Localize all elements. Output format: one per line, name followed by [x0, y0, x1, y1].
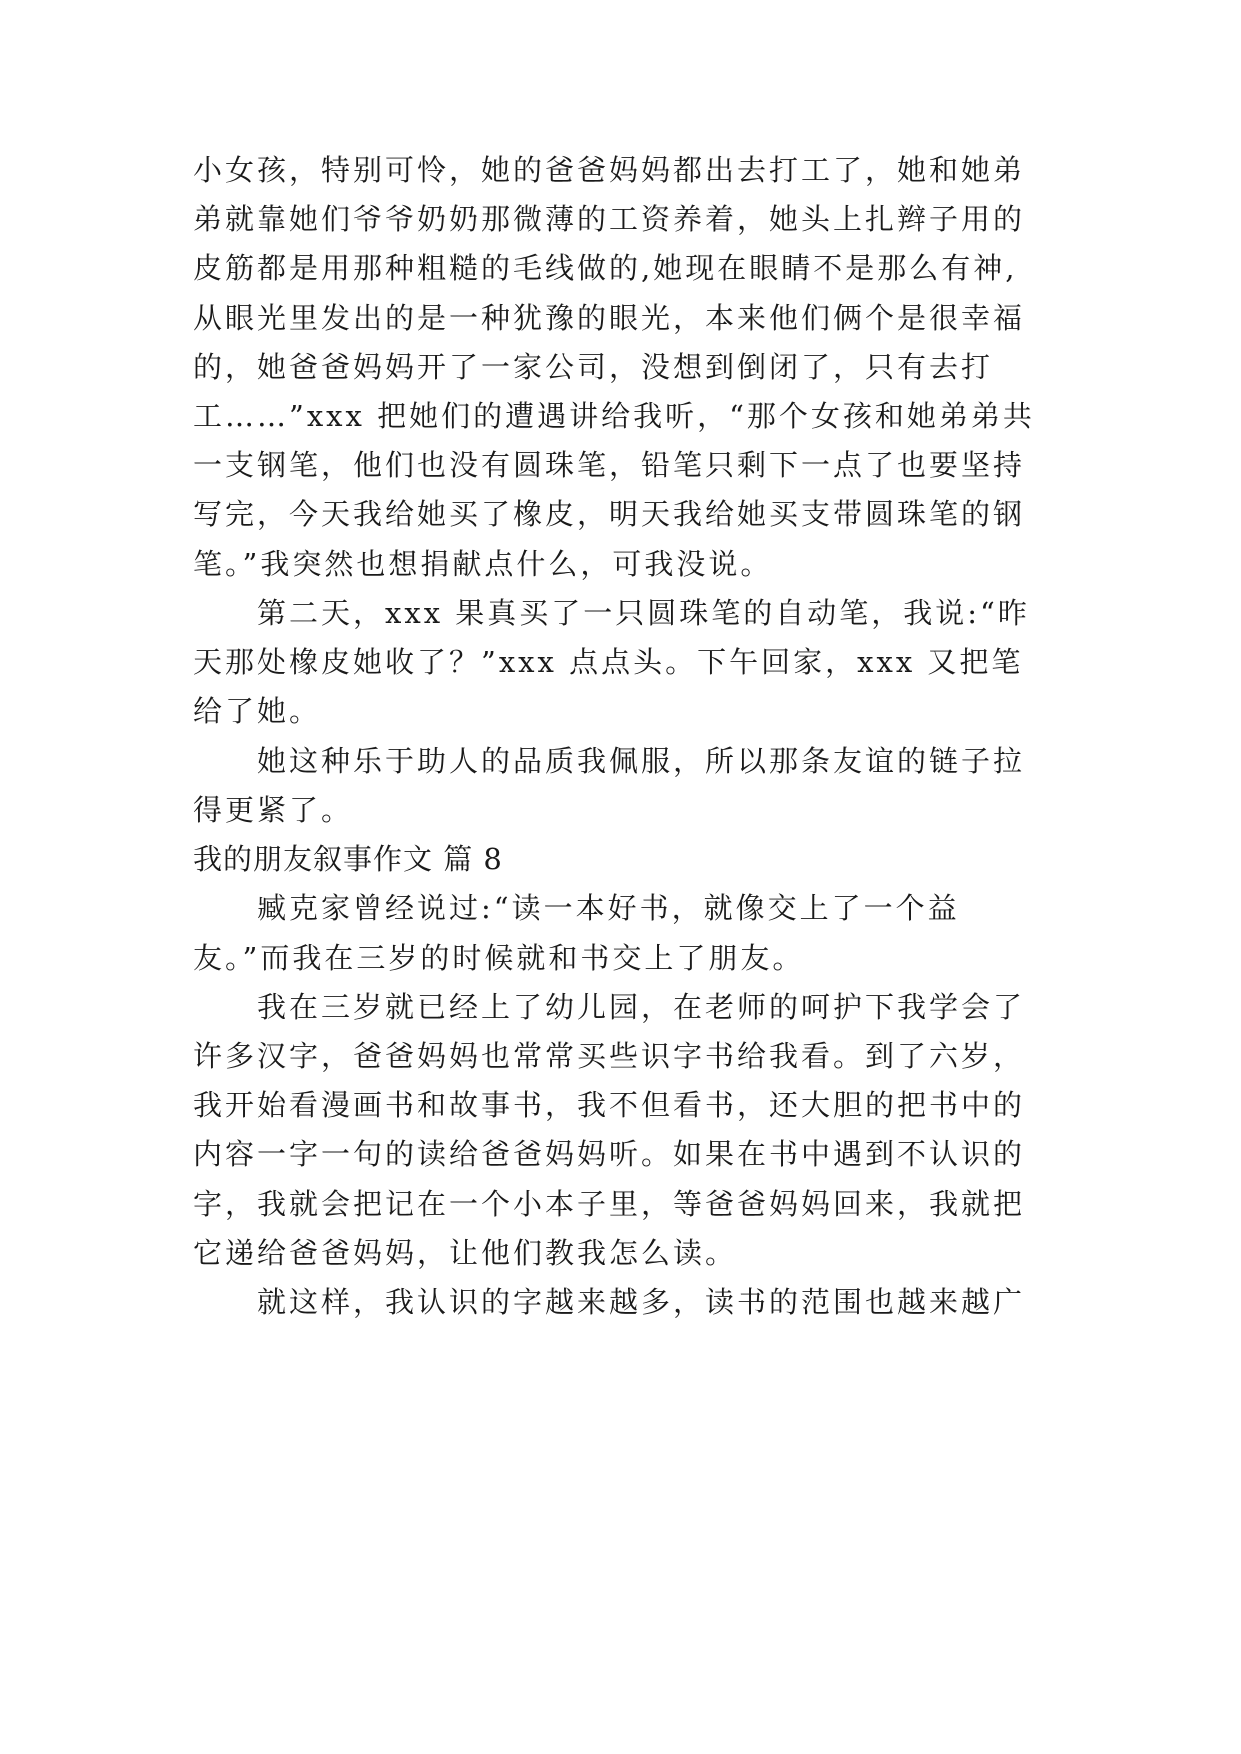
section-heading: 我的朋友叙事作文 篇 8	[193, 842, 503, 876]
text-line: 给了她。	[193, 694, 322, 728]
text-line: 她这种乐于助人的品质我佩服，所以那条友谊的链子拉	[257, 744, 1026, 778]
text-line: 天那处橡皮她收了？”xxx 点点头。下午回家，xxx 又把笔	[193, 645, 1024, 679]
text-line: 一支钢笔，他们也没有圆珠笔，铅笔只剩下一点了也要坚持	[193, 448, 1026, 482]
text-line: 就这样，我认识的字越来越多，读书的范围也越来越广	[257, 1285, 1026, 1319]
text-line: 从眼光里发出的是一种犹豫的眼光，本来他们俩个是很幸福	[193, 301, 1026, 335]
text-line: 第二天，xxx 果真买了一只圆珠笔的自动笔，我说:“昨	[257, 596, 1030, 630]
text-line: 我开始看漫画书和故事书，我不但看书，还大胆的把书中的	[193, 1088, 1026, 1122]
text-line: 皮筋都是用那种粗糙的毛线做的,她现在眼睛不是那么有神,	[193, 251, 1018, 285]
text-line: 友。”而我在三岁的时候就和书交上了朋友。	[193, 941, 805, 975]
text-line: 弟就靠她们爷爷奶奶那微薄的工资养着，她头上扎辫子用的	[193, 202, 1026, 236]
text-line: 内容一字一句的读给爸爸妈妈听。如果在书中遇到不认识的	[193, 1137, 1026, 1171]
text-line: 许多汉字，爸爸妈妈也常常买些识字书给我看。到了六岁，	[193, 1039, 1026, 1073]
text-line: 我在三岁就已经上了幼儿园，在老师的呵护下我学会了	[257, 990, 1026, 1024]
text-line: 得更紧了。	[193, 793, 354, 827]
text-line: 的，她爸爸妈妈开了一家公司，没想到倒闭了，只有去打	[193, 350, 994, 384]
text-line: 它递给爸爸妈妈，让他们教我怎么读。	[193, 1236, 738, 1270]
text-line: 小女孩，特别可怜，她的爸爸妈妈都出去打工了，她和她弟	[193, 153, 1026, 187]
text-line: 臧克家曾经说过:“读一本好书，就像交上了一个益	[257, 891, 960, 925]
text-line: 笔。”我突然也想捐献点什么，可我没说。	[193, 547, 773, 581]
text-line: 工……”xxx 把她们的遭遇讲给我听，“那个女孩和她弟弟共	[193, 399, 1035, 433]
text-line: 字，我就会把记在一个小本子里，等爸爸妈妈回来，我就把	[193, 1187, 1026, 1221]
text-line: 写完，今天我给她买了橡皮，明天我给她买支带圆珠笔的钢	[193, 497, 1026, 531]
